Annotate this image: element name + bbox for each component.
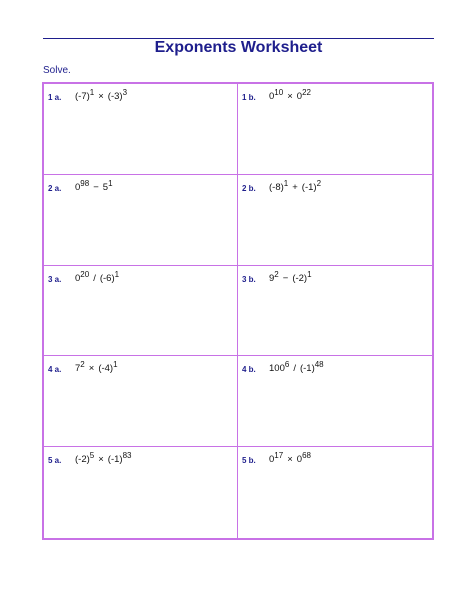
- problem-cell-4a: [44, 356, 238, 447]
- problem-cell-5a: [44, 447, 238, 538]
- problem-cell-4b: [238, 356, 432, 447]
- problem-expression: $0^{10} \times 0^{22}$: [269, 88, 311, 102]
- problem-expression: $0^{17} \times 0^{68}$: [269, 451, 311, 466]
- problem-expression: $0^{20} / (-6)^1$: [75, 269, 120, 284]
- problem-label: 1 a.: [48, 93, 62, 102]
- problem-expression: $(-8)^1 + (-1)^2$: [269, 178, 322, 193]
- problem-expression: $7^2 \times (-4)^1$: [75, 360, 118, 375]
- problem-cell-1a: [44, 84, 238, 175]
- problem-label: 4 a.: [48, 365, 62, 375]
- problem-cell-1b: [238, 84, 432, 175]
- problem-cell-3b: [238, 266, 432, 357]
- problem-label: 3 b.: [242, 274, 256, 284]
- problem-cell-5b: [238, 447, 432, 538]
- problem-cell-3a: [44, 266, 238, 357]
- problem-expression: $0^{98} - 5^1$: [75, 178, 113, 193]
- problem-label: 5 a.: [48, 456, 62, 466]
- problem-expression: $(-2)^5 \times (-1)^{83}$: [75, 451, 132, 466]
- worksheet-title: Exponents Worksheet: [154, 39, 323, 56]
- problem-label: 1 b.: [242, 93, 256, 102]
- instruction-text: Solve.: [43, 65, 71, 76]
- problem-label: 5 b.: [242, 456, 256, 466]
- problem-expression: $100^6 / (-1)^{48}$: [269, 360, 324, 375]
- problem-label: 4 b.: [242, 365, 256, 375]
- problem-expression: $(-7)^1 \times (-3)^3$: [75, 88, 128, 102]
- problem-label: 2 b.: [242, 183, 256, 193]
- problem-cell-2b: [238, 175, 432, 266]
- problem-cell-2a: [44, 175, 238, 266]
- problem-grid: [42, 82, 434, 540]
- problem-label: 2 a.: [48, 183, 62, 193]
- problem-label: 3 a.: [48, 274, 62, 284]
- problem-expression: $9^2 - (-2)^1$: [269, 269, 312, 284]
